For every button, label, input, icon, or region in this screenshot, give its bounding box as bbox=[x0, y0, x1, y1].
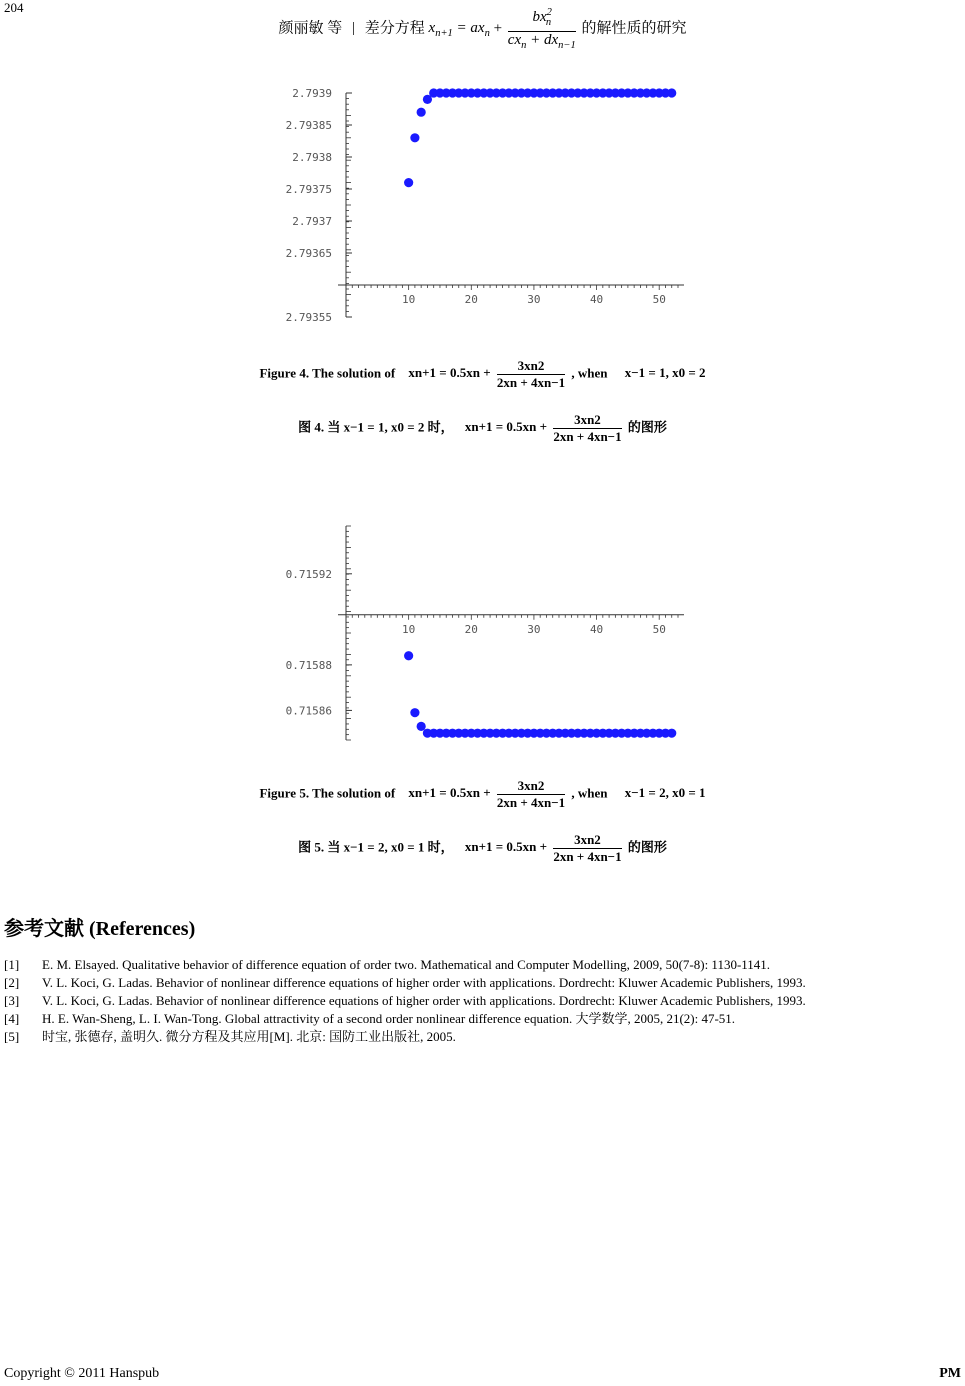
x-tick-label: 10 bbox=[402, 622, 416, 636]
figure-4-caption-zh: 图 4. 当 x−1 = 1, x0 = 2 时， xn+1 = 0.5xn + $\frac{3xn2}{2xn + 4xn-1}$ 的图形 bbox=[298, 412, 667, 444]
y-tick-label: 2.7937 bbox=[292, 215, 332, 228]
data-point bbox=[404, 651, 413, 660]
page-number: 204 bbox=[4, 0, 24, 15]
reference-number: [1] bbox=[4, 957, 20, 972]
y-tick-label: 2.7939 bbox=[292, 87, 332, 100]
footer-journal: PM bbox=[939, 1366, 961, 1381]
footer-copyright: Copyright © 2011 Hanspub bbox=[4, 1366, 160, 1381]
data-point bbox=[667, 88, 676, 97]
y-tick-label: 2.79355 bbox=[285, 311, 332, 324]
reference-number: [5] bbox=[4, 1029, 20, 1044]
x-tick-label: 20 bbox=[464, 622, 478, 636]
header-title-suffix: 的解性质的研究 bbox=[581, 20, 687, 37]
x-tick-label: 50 bbox=[652, 293, 666, 306]
header-authors: 颜丽敏 等 bbox=[278, 20, 343, 37]
reference-item bbox=[4, 1028, 960, 1046]
y-tick-label: 0.71592 bbox=[285, 567, 332, 581]
data-point bbox=[667, 729, 676, 738]
figure-4-caption-en: Figure 4. The solution of xn+1 = 0.5xn + $\frac{3xn2}{2xn + 4xn-1}$ , when x−1 = 1, x0 = 2 bbox=[259, 358, 706, 390]
reference-text: 时宝, 张德存, 盖明久. 微分方程及其应用[M]. 北京: 国防工业出版社, 2005. bbox=[42, 1029, 456, 1044]
header-eq-fraction: $\frac{bx^2_n}{cx_n + dx_{n-1}}$ bbox=[508, 4, 576, 54]
references-heading: 参考文献 (References) bbox=[4, 918, 196, 940]
data-point bbox=[410, 708, 419, 717]
running-header bbox=[0, 4, 965, 54]
reference-item bbox=[4, 1010, 960, 1028]
data-point bbox=[404, 178, 413, 187]
y-tick-label: 2.79375 bbox=[285, 183, 332, 196]
y-tick-label: 2.79385 bbox=[285, 119, 332, 132]
y-tick-label: 0.71588 bbox=[285, 658, 332, 672]
data-point bbox=[417, 108, 426, 117]
reference-number: [2] bbox=[4, 975, 20, 990]
header-title-prefix: 差分方程 bbox=[364, 20, 425, 37]
reference-text: H. E. Wan-Sheng, L. I. Wan-Tong. Global attractivity of a second order nonlinear difference equation. 大学数学, 2005, 21(2): 47-51. bbox=[42, 1011, 736, 1026]
data-point bbox=[410, 133, 419, 142]
reference-text: E. M. Elsayed. Qualitative behavior of difference equation of order two. Mathematical and Computer Modelling, 2009, 50(7-8): 1130-1141. bbox=[42, 957, 771, 972]
figure-4-chart bbox=[270, 85, 690, 325]
x-tick-label: 30 bbox=[527, 622, 541, 636]
reference-item bbox=[4, 992, 960, 1010]
reference-item bbox=[4, 956, 960, 974]
y-tick-label: 2.79365 bbox=[285, 247, 332, 260]
header-eq-plus: + bbox=[493, 20, 503, 37]
header-eq-mid: = $ax_n$ bbox=[456, 20, 490, 40]
x-tick-label: 10 bbox=[402, 293, 416, 306]
x-tick-label: 50 bbox=[652, 622, 666, 636]
reference-text: V. L. Koci, G. Ladas. Behavior of nonlinear difference equations of higher order with applications. Dordrecht: Kluwer Academic Publishers, 1993. bbox=[42, 993, 806, 1008]
x-tick-label: 20 bbox=[464, 293, 478, 306]
x-tick-label: 40 bbox=[589, 293, 604, 306]
y-tick-label: 0.71586 bbox=[285, 704, 332, 718]
reference-number: [3] bbox=[4, 993, 20, 1008]
x-tick-label: 40 bbox=[589, 622, 604, 636]
header-eq-lhs: $x_{n+1}$ bbox=[428, 20, 453, 40]
reference-number: [4] bbox=[4, 1011, 20, 1026]
x-tick-label: 30 bbox=[527, 293, 541, 306]
references-list bbox=[4, 956, 960, 1046]
reference-text: V. L. Koci, G. Ladas. Behavior of nonlinear difference equations of higher order with applications. Dordrecht: Kluwer Academic Publishers, 1993. bbox=[42, 975, 806, 990]
header-separator: | bbox=[352, 20, 356, 37]
reference-item bbox=[4, 974, 960, 992]
y-tick-label: 2.7938 bbox=[292, 151, 332, 164]
data-point bbox=[417, 722, 426, 731]
figure-5-chart bbox=[270, 520, 690, 745]
figure-5-caption-en: Figure 5. The solution of xn+1 = 0.5xn + $\frac{3xn2}{2xn + 4xn-1}$ , when x−1 = 2, x0 = 1 bbox=[259, 778, 706, 810]
figure-5-caption-zh: 图 5. 当 x−1 = 2, x0 = 1 时， xn+1 = 0.5xn + $\frac{3xn2}{2xn + 4xn-1}$ 的图形 bbox=[298, 832, 667, 864]
